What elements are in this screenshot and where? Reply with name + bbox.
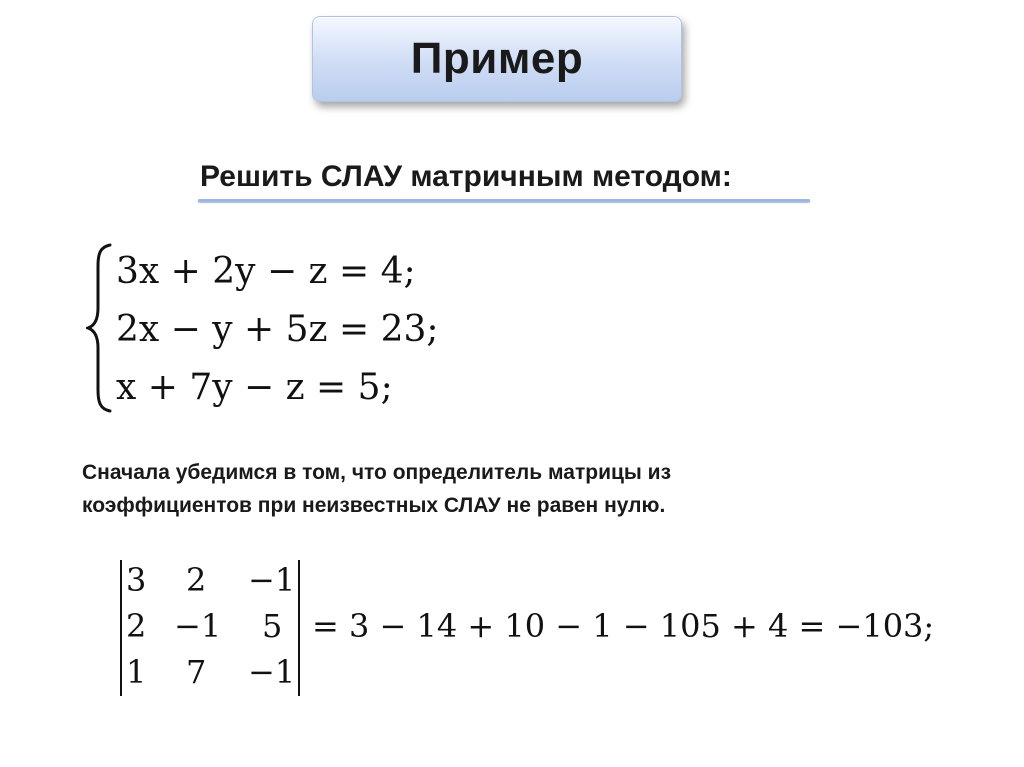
explanation-text <box>82 456 962 522</box>
equation-system <box>86 242 446 417</box>
determinant-left-bar <box>120 560 122 696</box>
left-brace-icon <box>86 242 114 414</box>
determinant-right-bar <box>298 560 300 696</box>
title-banner <box>312 16 682 102</box>
det-cell-1-3: −1 <box>248 561 296 599</box>
det-cell-3-1: 1 <box>126 653 147 691</box>
explanation-line-1: Сначала убедимся в том, что определитель матрицы из <box>82 461 672 484</box>
det-cell-3-3: −1 <box>248 653 296 691</box>
det-cell-2-2: −1 <box>174 607 222 645</box>
equation-3: x + 7y − z = 5; <box>116 367 393 408</box>
determinant <box>116 560 935 700</box>
det-cell-1-2: 2 <box>186 561 207 599</box>
det-cell-1-1: 3 <box>126 561 147 599</box>
equation-1: 3x + 2y − z = 4; <box>116 251 416 292</box>
equation-2: 2x − y + 5z = 23; <box>116 309 439 350</box>
det-cell-2-1: 2 <box>126 607 147 645</box>
task-heading: Решить СЛАУ матричным методом: <box>200 160 732 193</box>
heading-underline <box>198 199 810 202</box>
determinant-result: = 3 − 14 + 10 − 1 − 105 + 4 = −103; <box>312 607 935 645</box>
det-cell-3-2: 7 <box>186 653 207 691</box>
page-title: Пример <box>410 34 584 83</box>
det-cell-2-3: 5 <box>262 607 283 645</box>
explanation-line-2: коэффициентов при неизвестных СЛАУ не равен нулю. <box>82 494 666 517</box>
